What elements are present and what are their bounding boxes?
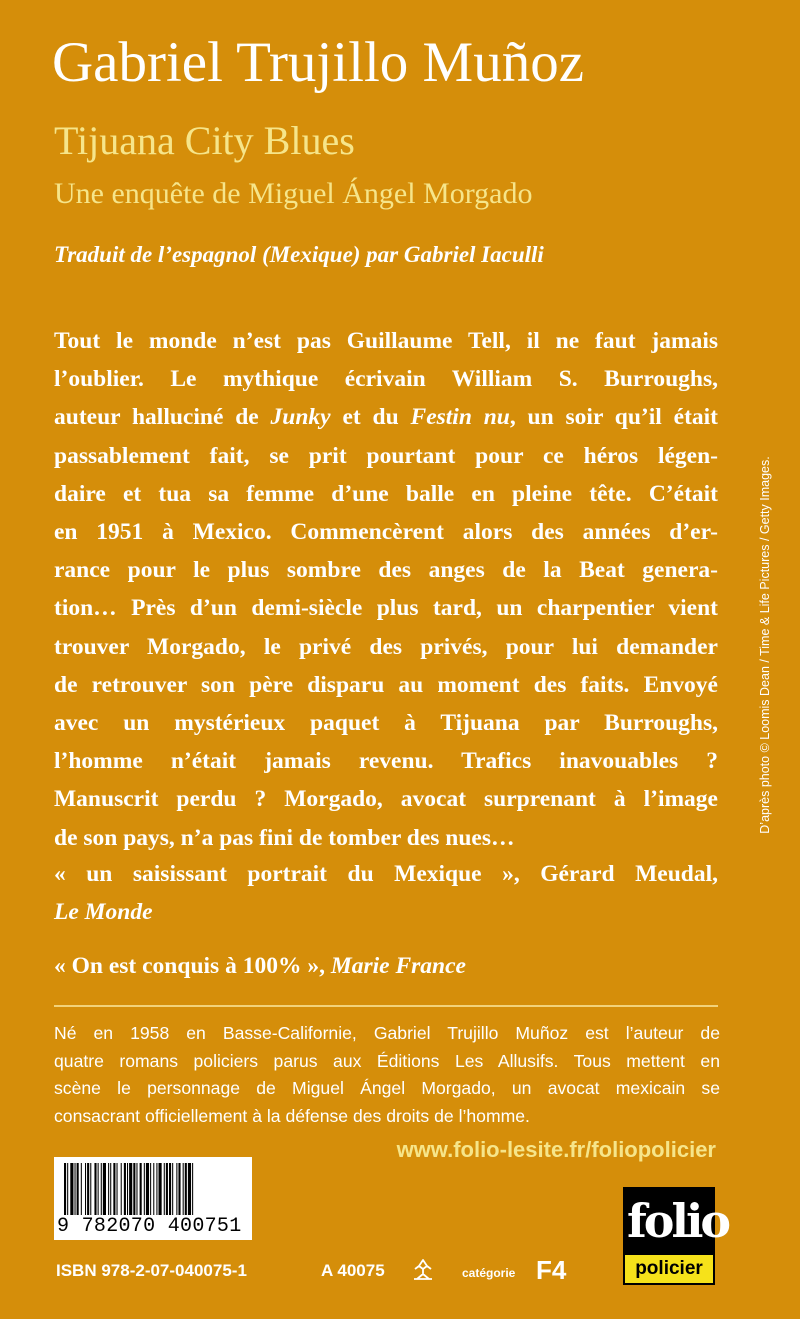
reference-code: A 40075 <box>321 1261 385 1280</box>
barcode-bar <box>81 1163 82 1215</box>
category-glyph-icon <box>410 1257 436 1283</box>
barcode-bar <box>121 1163 122 1215</box>
isbn: ISBN 978-2-07-040075-1 <box>56 1261 247 1280</box>
translator-credit: Traduit de l’espagnol (Mexique) par Gabriel Iaculli <box>54 242 544 267</box>
barcode-bar <box>75 1163 76 1215</box>
barcode-bar <box>110 1163 111 1215</box>
blurb-line: rance pour le plus sombre des anges de la Beat genera- <box>54 557 718 584</box>
blurb-line: Tout le monde n’est pas Guillaume Tell, il ne faut jamais <box>54 328 718 354</box>
quote-text: « On est conquis à 100% », <box>54 953 331 979</box>
blurb-line: avec un mystérieux paquet à Tijuana par Burroughs, <box>54 710 718 737</box>
bio-line: scène le personnage de Miguel Ángel Morgado, un avocat mexicain se <box>54 1078 720 1098</box>
barcode-bar <box>67 1163 68 1215</box>
barcode-bar <box>124 1163 126 1215</box>
blurb-line: passablement fait, se prit pourtant pour ce héros légen- <box>54 442 718 469</box>
book-title: Tijuana City Blues <box>54 118 355 163</box>
barcode-bar <box>150 1163 151 1215</box>
barcode-bar <box>101 1163 102 1215</box>
barcode-bar <box>192 1163 193 1215</box>
logo-folio: folio <box>627 1194 729 1248</box>
title-junky: Junky <box>270 404 331 431</box>
barcode-bar <box>108 1163 109 1215</box>
barcode-bar <box>113 1163 115 1215</box>
barcode-bar <box>178 1163 180 1215</box>
blurb-line: Manuscrit perdu ? Morgado, avocat surprenant à l’image <box>54 786 718 813</box>
barcode-bar <box>156 1163 157 1215</box>
blurb-line: trouver Morgado, le privé des privés, pour lui demander <box>54 633 718 660</box>
press-quote-le-monde <box>54 855 718 931</box>
barcode-bar <box>133 1163 135 1215</box>
barcode-bar <box>85 1163 86 1215</box>
logo-policier: policier <box>625 1255 713 1283</box>
barcode-bar <box>136 1163 137 1215</box>
quote-source: Marie France <box>330 953 466 979</box>
category-value: F4 <box>536 1255 567 1285</box>
barcode-bar <box>172 1163 173 1215</box>
barcode-bar <box>64 1163 66 1215</box>
barcode-bar <box>153 1163 154 1215</box>
barcode-bar <box>166 1163 168 1215</box>
blurb-line: tion… Près d’un demi-siècle plus tard, un charpentier vient <box>54 595 718 622</box>
blurb-line: daire et tua sa femme d’une balle en pleine tête. C’était <box>54 480 718 507</box>
blurb-line: de retrouver son père disparu au moment des faits. Envoyé <box>54 671 718 698</box>
barcode-bar <box>169 1163 171 1215</box>
barcode-bar <box>94 1163 96 1215</box>
blurb-line: de son pays, n’a pas fini de tomber des nues… <box>54 824 515 851</box>
quote-source: Le Monde <box>54 899 153 925</box>
blurb-line: en 1951 à Mexico. Commencèrent alors des années d’er- <box>54 519 718 546</box>
bio-line: quatre romans policiers parus aux Éditions Les Allusifs. Tous mettent en <box>54 1050 720 1071</box>
barcode-bar <box>144 1163 145 1215</box>
title-festin-nu: Festin nu <box>410 404 510 431</box>
barcode-bar <box>77 1163 79 1215</box>
barcode-bar <box>146 1163 149 1215</box>
section-divider <box>54 1005 718 1007</box>
barcode-bar <box>70 1163 73 1215</box>
barcode-bar <box>87 1163 89 1215</box>
barcode-bar <box>188 1163 191 1215</box>
barcode-bar <box>98 1163 99 1215</box>
barcode-bar <box>159 1163 162 1215</box>
blurb-line: l’homme n’était jamais revenu. Trafics inavouables ? <box>54 748 718 775</box>
press-quote-marie-france <box>54 947 718 985</box>
barcode-bar <box>183 1163 184 1215</box>
bio-line: Né en 1958 en Basse-Californie, Gabriel Trujillo Muñoz est l’auteur de <box>54 1023 720 1043</box>
blurb-paragraph <box>54 322 718 857</box>
category-label: catégorie <box>462 1266 516 1280</box>
barcode <box>54 1157 252 1240</box>
barcode-bar <box>164 1163 165 1215</box>
barcode-bar <box>90 1163 91 1215</box>
barcode-bar <box>117 1163 118 1215</box>
bio-line: consacrant officiellement à la défense des droits de l’homme. <box>54 1105 530 1126</box>
publisher-website[interactable]: www.folio-lesite.fr/foliopolicier <box>396 1137 716 1162</box>
folio-policier-logo <box>623 1187 729 1287</box>
barcode-bar <box>176 1163 177 1215</box>
barcode-bar <box>127 1163 128 1215</box>
book-subtitle: Une enquête de Miguel Ángel Morgado <box>54 177 533 210</box>
author-bio <box>54 1020 720 1130</box>
barcode-bar <box>140 1163 142 1215</box>
author-name: Gabriel Trujillo Muñoz <box>52 31 585 94</box>
barcode-digits: 9 782070 400751 <box>57 1215 242 1238</box>
blurb-line: auteur halluciné de Junky et du Festin nu, un soir qu’il était <box>54 404 718 431</box>
barcode-bar <box>185 1163 187 1215</box>
quote-text: « un saisissant portrait du Mexique », Gérard Meudal, <box>54 861 718 887</box>
barcode-bars <box>64 1163 242 1219</box>
barcode-bar <box>129 1163 132 1215</box>
blurb-line: l’oublier. Le mythique écrivain William S. Burroughs, <box>54 366 718 393</box>
photo-credit: D’après photo © Loomis Dean / Time & Life Pictures / Getty Images. <box>758 456 772 834</box>
barcode-bar <box>103 1163 106 1215</box>
